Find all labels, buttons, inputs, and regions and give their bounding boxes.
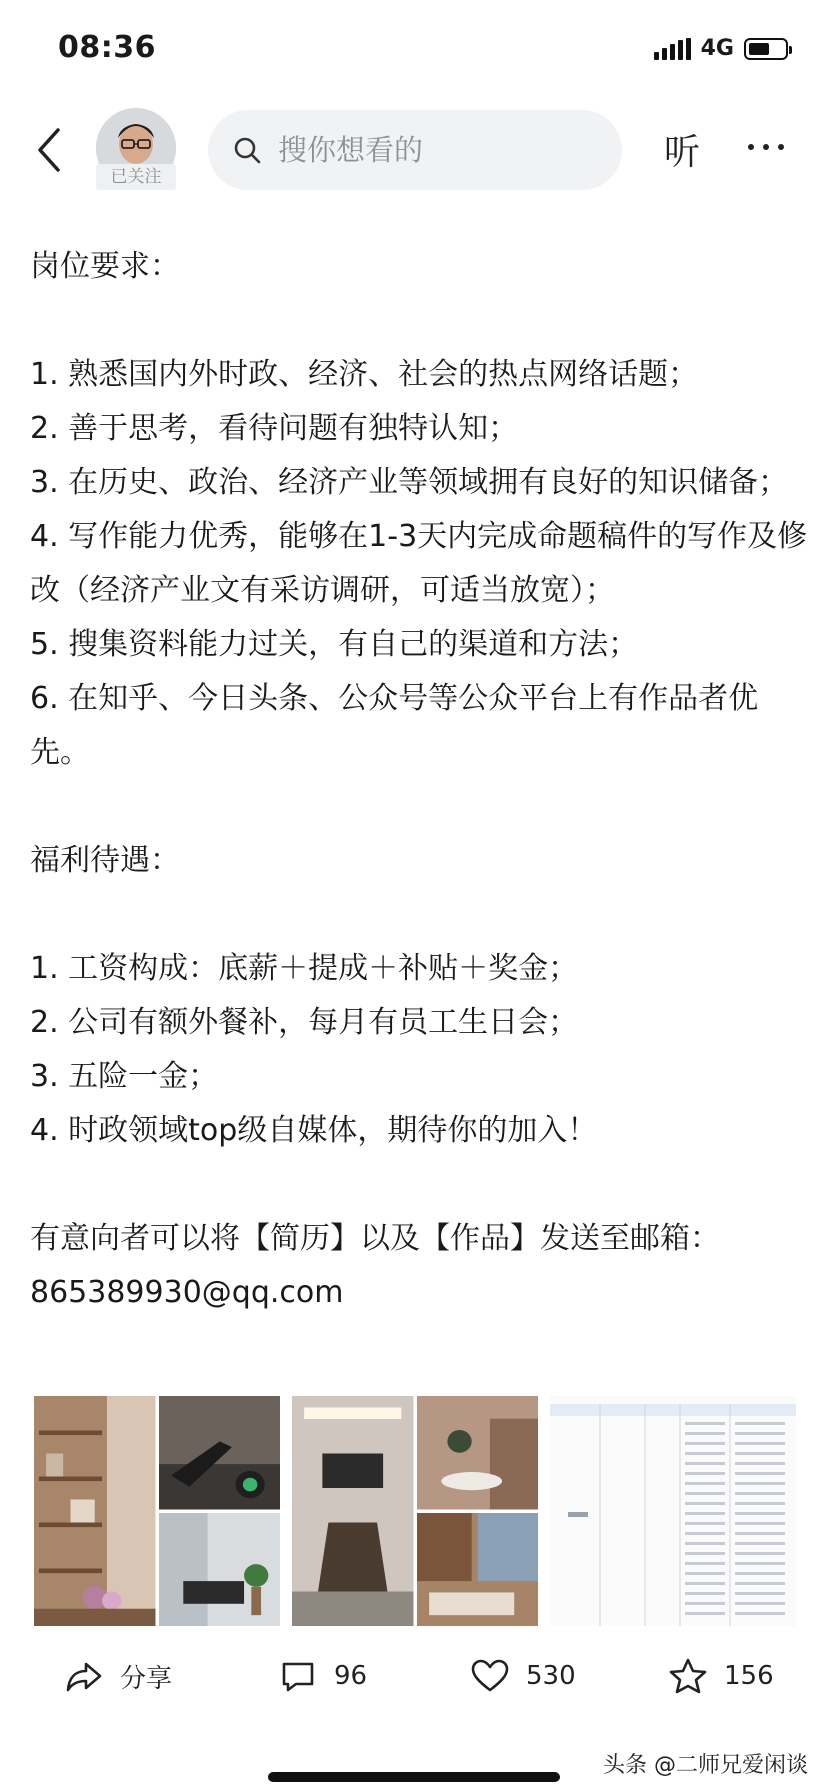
search-input[interactable] — [276, 132, 600, 168]
comment-button[interactable] — [278, 1656, 367, 1696]
listen-button[interactable]: 听 — [664, 132, 701, 173]
photo-meeting-room[interactable] — [292, 1396, 414, 1626]
status-indicators — [654, 36, 788, 61]
like-count: 530 — [526, 1661, 576, 1691]
image-collage-2[interactable] — [292, 1396, 538, 1626]
back-icon — [30, 122, 70, 178]
requirement-item: 6. 在知乎、今日头条、公众号等公众平台上有作品者优先。 — [30, 681, 759, 770]
star-icon — [668, 1656, 708, 1696]
photo-office-view[interactable] — [417, 1513, 539, 1627]
share-label: 分享 — [120, 1663, 173, 1694]
more-dot — [763, 144, 769, 150]
signal-icon — [654, 38, 691, 60]
requirement-item: 1. 熟悉国内外时政、经济、社会的热点网络话题； — [30, 357, 699, 392]
top-nav — [0, 100, 828, 200]
photo-gym[interactable] — [159, 1396, 281, 1510]
status-bar — [0, 0, 828, 100]
benefit-item: 2. 公司有额外餐补，每月有员工生日会； — [30, 1005, 579, 1040]
favorite-button[interactable] — [668, 1656, 774, 1696]
section-title-requirements: 岗位要求： — [30, 249, 180, 284]
benefit-item: 3. 五险一金； — [30, 1059, 219, 1094]
comment-count: 96 — [334, 1661, 368, 1691]
battery-icon — [744, 38, 788, 60]
requirement-item: 4. 写作能力优秀，能够在1-3天内完成命题稿件的写作及修改（经济产业文有采访调研，可适当放宽）； — [30, 519, 808, 608]
more-dot — [778, 144, 784, 150]
contact-email[interactable]: 865389930@qq.com — [30, 1275, 344, 1310]
search-icon — [232, 135, 262, 165]
photo-bookshelf[interactable] — [34, 1396, 156, 1626]
requirement-item: 3. 在历史、政治、经济产业等领域拥有良好的知识储备； — [30, 465, 789, 500]
comment-icon — [278, 1656, 318, 1696]
action-bar — [0, 1640, 828, 1720]
share-icon — [64, 1656, 104, 1696]
benefit-item: 1. 工资构成：底薪＋提成＋补贴＋奖金； — [30, 951, 579, 986]
section-title-benefits: 福利待遇： — [30, 843, 180, 878]
more-button[interactable] — [748, 144, 784, 150]
photo-lounge[interactable] — [417, 1396, 539, 1510]
follow-badge[interactable]: 已关注 — [96, 164, 176, 190]
favorite-count: 156 — [724, 1661, 774, 1691]
requirement-item: 2. 善于思考，看待问题有独特认知； — [30, 411, 519, 446]
network-type: 4G — [700, 36, 734, 61]
search-bar[interactable] — [208, 110, 622, 190]
author-avatar-button[interactable] — [96, 108, 176, 188]
like-button[interactable] — [470, 1656, 576, 1696]
home-indicator[interactable] — [268, 1772, 560, 1782]
photo-weights[interactable] — [159, 1513, 281, 1627]
contact-line: 有意向者可以将【简历】以及【作品】发送至邮箱： — [30, 1221, 720, 1256]
like-icon — [470, 1656, 510, 1696]
more-dot — [748, 144, 754, 150]
benefit-item: 4. 时政领域top级自媒体，期待你的加入！ — [30, 1113, 598, 1148]
image-collage-1[interactable] — [34, 1396, 280, 1626]
watermark: 头条 @二师兄爱闲谈 — [603, 1753, 808, 1778]
status-time: 08:36 — [58, 30, 156, 65]
image-strip — [34, 1396, 796, 1626]
requirement-item: 5. 搜集资料能力过关，有自己的渠道和方法； — [30, 627, 639, 662]
back-button[interactable] — [30, 122, 70, 178]
photo-spreadsheet[interactable] — [550, 1396, 796, 1626]
post-content — [30, 240, 810, 1320]
share-button[interactable] — [64, 1656, 172, 1696]
